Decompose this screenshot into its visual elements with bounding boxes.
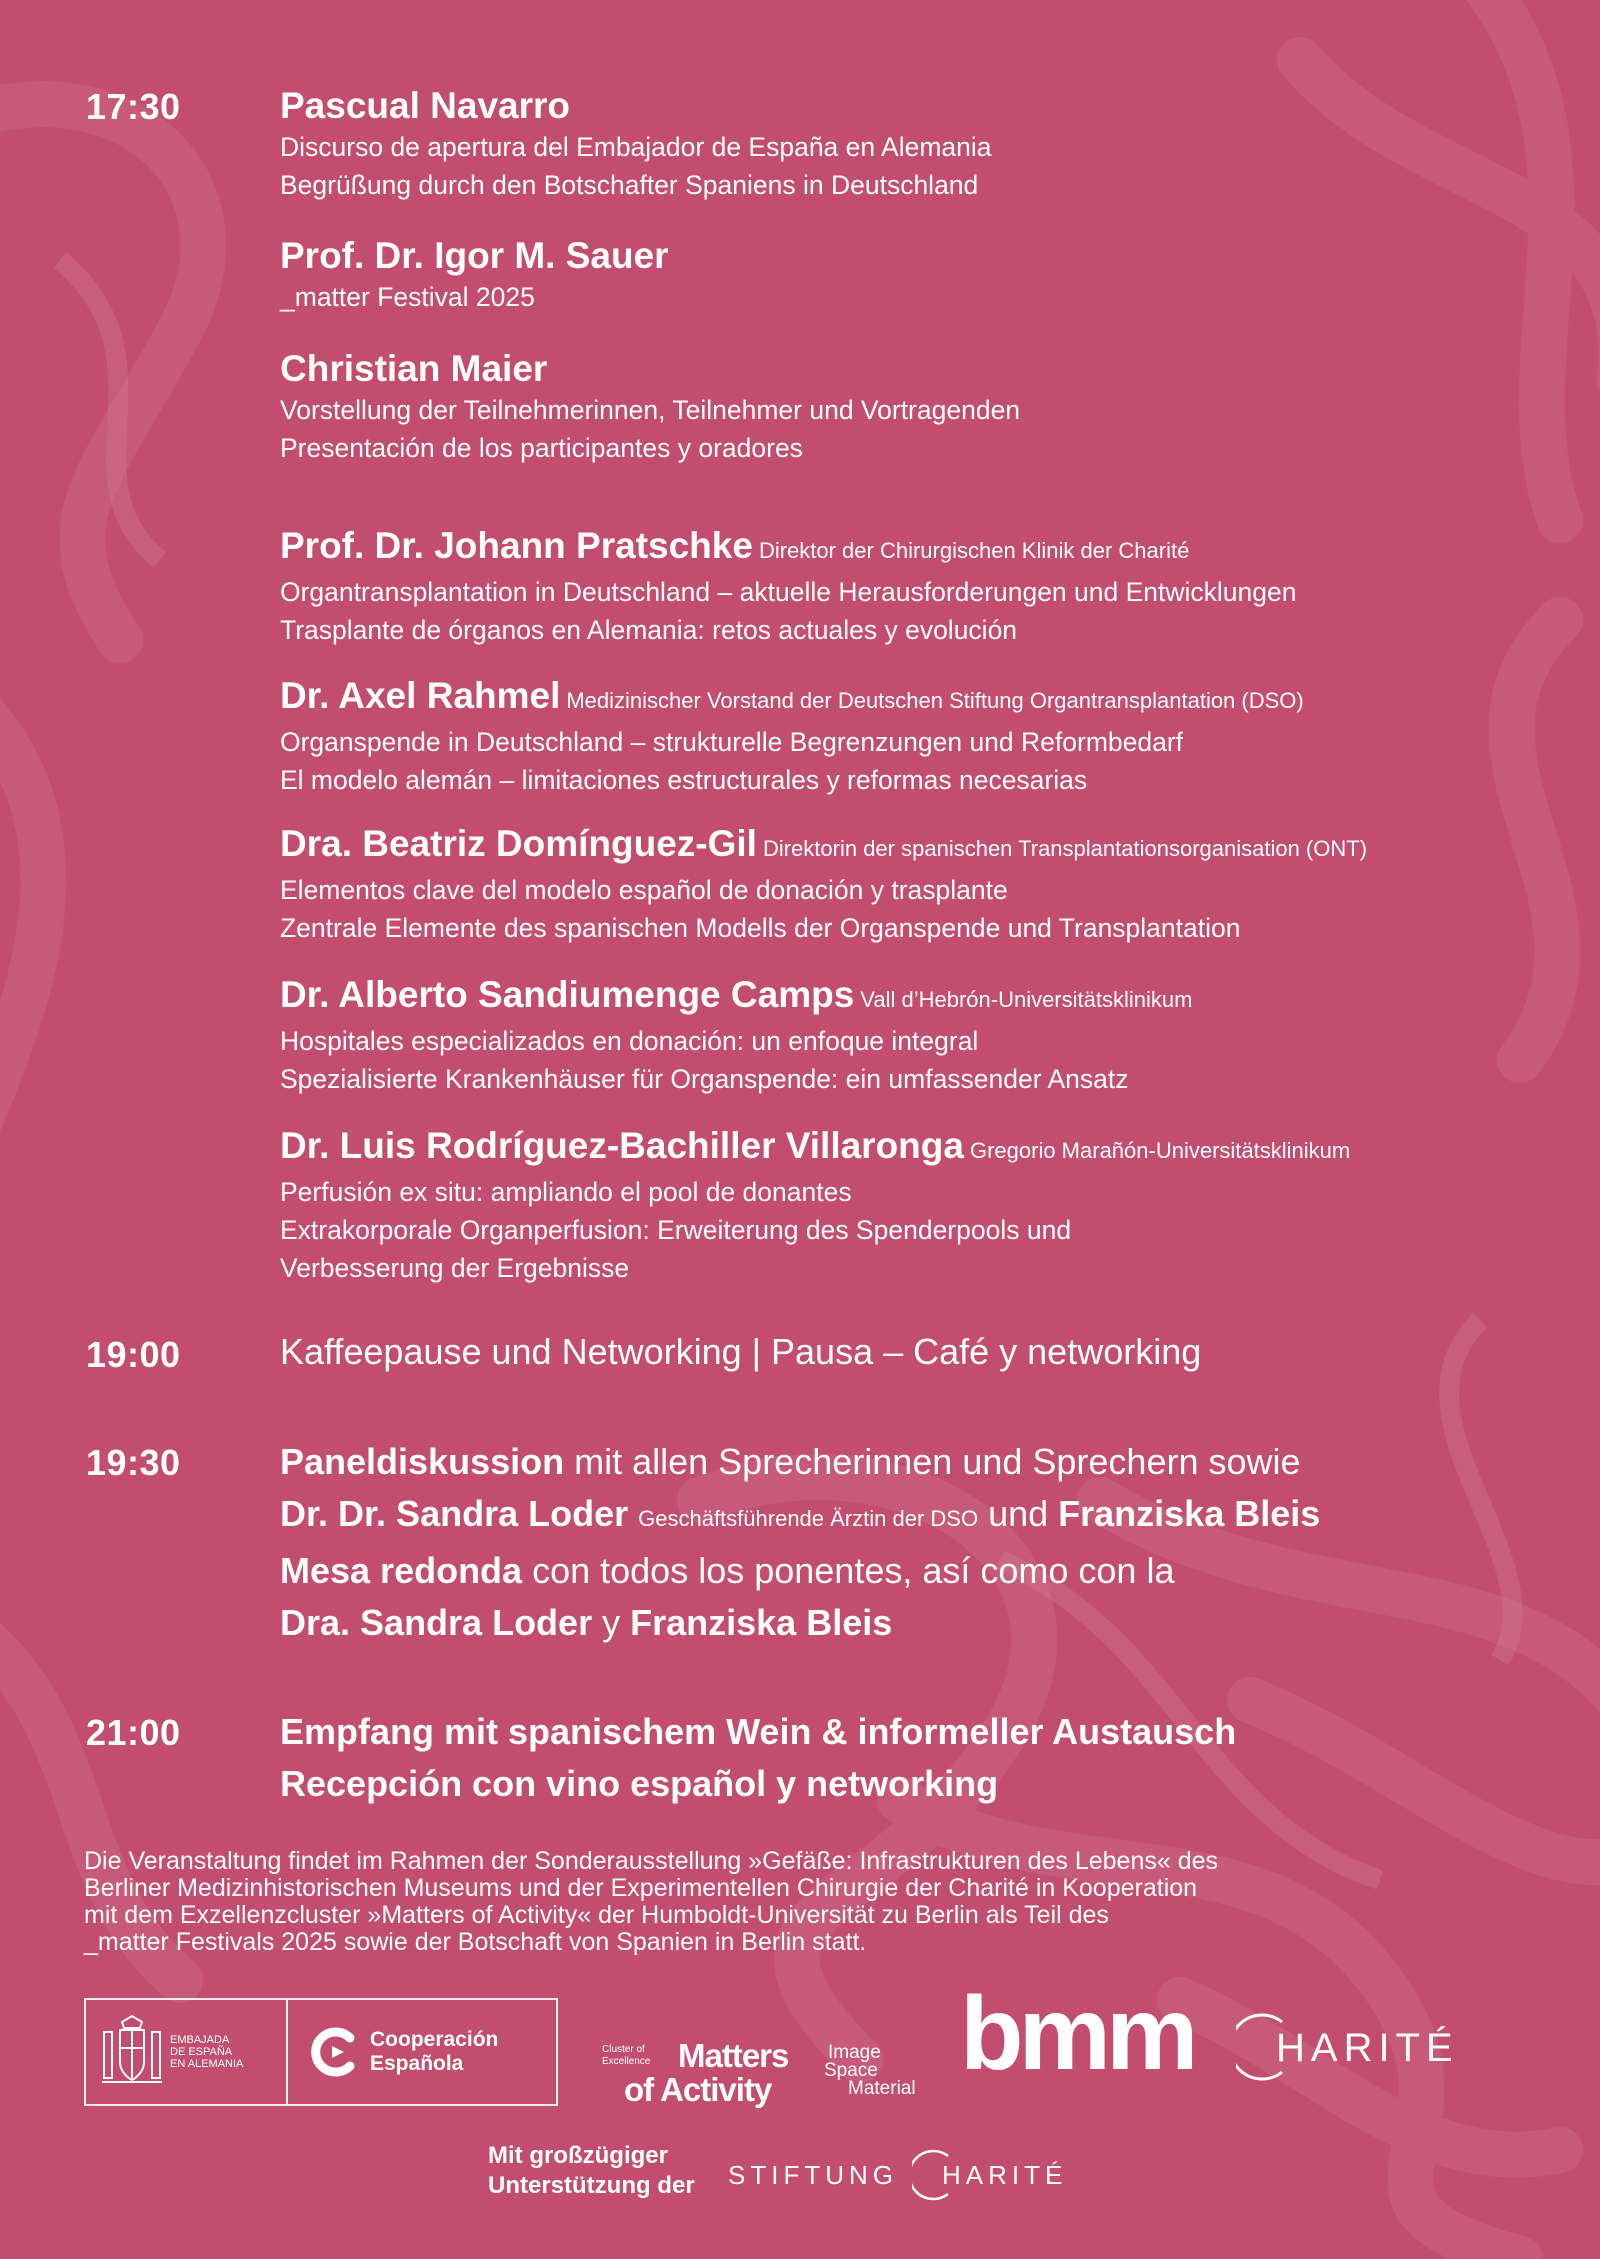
speaker-name: Dr. Alberto Sandiumenge Camps [280, 974, 855, 1015]
speaker-block [280, 674, 1580, 799]
speaker-role: Direktorin der spanischen Transplantationsorganisation (ONT) [762, 836, 1368, 861]
panel-line: con todos los ponentes, así como con la [522, 1550, 1175, 1591]
matters-text: Matters [678, 2037, 789, 2074]
speaker-line: Perfusión ex situ: ampliando el pool de donantes [280, 1177, 852, 1207]
speaker-line: Zentrale Elemente des spanischen Modells der Organspende und Transplantation [280, 913, 1241, 943]
panel-line: y [592, 1602, 631, 1643]
support-line: Mit großzügiger [488, 2142, 668, 2169]
spain-logo-box [84, 1998, 558, 2106]
speaker-line: Organspende in Deutschland – strukturelle Begrenzungen und Reformbedarf [280, 727, 1184, 757]
speaker-block [280, 524, 1580, 649]
panel-guest-role: Geschäftsführende Ärztin der DSO [638, 1506, 979, 1531]
speaker-name: Prof. Dr. Igor M. Sauer [280, 235, 669, 276]
speaker-line: Extrakorporale Organperfusion: Erweiterung des Spenderpools und [280, 1215, 1072, 1245]
panel-line: und [978, 1493, 1059, 1534]
speaker-name: Dra. Beatriz Domínguez-Gil [280, 823, 757, 864]
bmm-logo: bmm [960, 1976, 1194, 2092]
speaker-role: Vall d’Hebrón-Universitätsklinikum [860, 987, 1193, 1012]
matters-of-activity-logo [602, 2036, 942, 2116]
speaker-line: Vorstellung der Teilnehmerinnen, Teilnehmer und Vortragenden [280, 395, 1021, 425]
reception-block [280, 1706, 1580, 1810]
time-1900: 19:00 [86, 1334, 181, 1375]
speaker-line: Elementos clave del modelo español de donación y trasplante [280, 875, 1008, 905]
speaker-line: Organtransplantation in Deutschland – aktuelle Herausforderungen und Entwicklungen [280, 577, 1297, 607]
speaker-line: _matter Festival 2025 [280, 282, 535, 312]
cooperacion-icon [310, 2026, 360, 2078]
speaker-line: Spezialisierte Krankenhäuser für Organspende: ein umfassender Ansatz [280, 1064, 1129, 1094]
speaker-role: Medizinischer Vorstand der Deutschen Stiftung Organtransplantation (DSO) [566, 688, 1304, 713]
footer-line: _matter Festivals 2025 sowie der Botschaft von Spanien in Berlin statt. [84, 1928, 867, 1956]
charite-logo [1236, 2012, 1536, 2082]
speaker-line: Verbesserung der Ergebnisse [280, 1253, 630, 1283]
speaker-role: Gregorio Marañón-Universitätsklinikum [969, 1138, 1351, 1163]
embajada-logo [86, 2000, 288, 2104]
panel-title-de: Paneldiskussion [280, 1441, 565, 1482]
speaker-name: Prof. Dr. Johann Pratschke [280, 525, 753, 566]
speaker-line: Trasplante de órganos en Alemania: retos actuales y evolución [280, 615, 1018, 645]
panel-guest: Franziska Bleis [1058, 1493, 1321, 1534]
reception-line-de: Empfang mit spanischem Wein & informeller Austausch [280, 1711, 1237, 1752]
speaker-block [280, 84, 1580, 204]
speaker-block [280, 1124, 1580, 1287]
panel-title-es: Mesa redonda [280, 1550, 523, 1591]
speaker-block [280, 234, 1580, 316]
cooperacion-text: Cooperación [370, 2028, 499, 2051]
support-line: Unterstützung der [488, 2172, 695, 2199]
image-space-text: Image [828, 2042, 881, 2063]
stiftung-charite-logo [728, 2148, 1088, 2202]
time-1730: 17:30 [86, 86, 181, 127]
speaker-role: Direktor der Chirurgischen Klinik der Charité [758, 538, 1190, 563]
speaker-line: Discurso de apertura del Embajador de España en Alemania [280, 132, 992, 162]
speaker-block [280, 822, 1580, 947]
cooperacion-logo [296, 2000, 552, 2104]
footer-line: Berliner Medizinhistorischen Museums und der Experimentellen Chirurgie der Charité in Kooperation [84, 1874, 1198, 1902]
speaker-name: Christian Maier [280, 348, 548, 389]
charite-text: HARITÉ [1276, 2026, 1459, 2070]
break-text: Kaffeepause und Networking | Pausa – Café y networking [280, 1331, 1202, 1372]
panel-guest: Franziska Bleis [630, 1602, 893, 1643]
footer-note [84, 1848, 1544, 1956]
coat-of-arms-icon [100, 2014, 164, 2090]
cluster-text: Excellence [602, 2056, 651, 2067]
embajada-text: DE ESPAÑA [170, 2046, 233, 2058]
image-space-text: Space [824, 2060, 878, 2081]
time-2100: 21:00 [86, 1712, 181, 1753]
speaker-line: Begrüßung durch den Botschafter Spaniens in Deutschland [280, 170, 979, 200]
embajada-text: EN ALEMANIA [170, 2058, 244, 2070]
speaker-line: Presentación de los participantes y oradores [280, 433, 803, 463]
speaker-line: Hospitales especializados en donación: un enfoque integral [280, 1026, 979, 1056]
cluster-text: Cluster of [602, 2044, 645, 2055]
cooperacion-text: Española [370, 2052, 464, 2075]
panel-line: mit allen Sprecherinnen und Sprechern sowie [564, 1441, 1301, 1482]
speaker-block [280, 973, 1580, 1098]
speaker-line: El modelo alemán – limitaciones estructurales y reformas necesarias [280, 765, 1088, 795]
image-space-text: Material [848, 2078, 916, 2099]
footer-line: mit dem Exzellenzcluster »Matters of Activity« der Humboldt-Universität zu Berlin als Teil des [84, 1901, 1109, 1929]
time-1930: 19:30 [86, 1442, 181, 1483]
panel-block [280, 1436, 1580, 1649]
footer-line: Die Veranstaltung findet im Rahmen der Sonderausstellung »Gefäße: Infrastrukturen des Lebens« des [84, 1847, 1219, 1875]
embajada-text: EMBAJADA [170, 2034, 230, 2046]
speaker-name: Pascual Navarro [280, 85, 571, 126]
speaker-name: Dr. Axel Rahmel [280, 675, 561, 716]
speaker-name: Dr. Luis Rodríguez-Bachiller Villaronga [280, 1125, 964, 1166]
stiftung-text: STIFTUNG [728, 2160, 898, 2190]
stiftung-charite-text: HARITÉ [942, 2160, 1068, 2190]
support-text [488, 2141, 695, 2201]
activity-text: of Activity [624, 2071, 772, 2108]
panel-guest: Dra. Sandra Loder [280, 1602, 593, 1643]
speaker-block [280, 347, 1580, 467]
reception-line-es: Recepción con vino español y networking [280, 1763, 999, 1804]
panel-guest: Dr. Dr. Sandra Loder [280, 1493, 629, 1534]
